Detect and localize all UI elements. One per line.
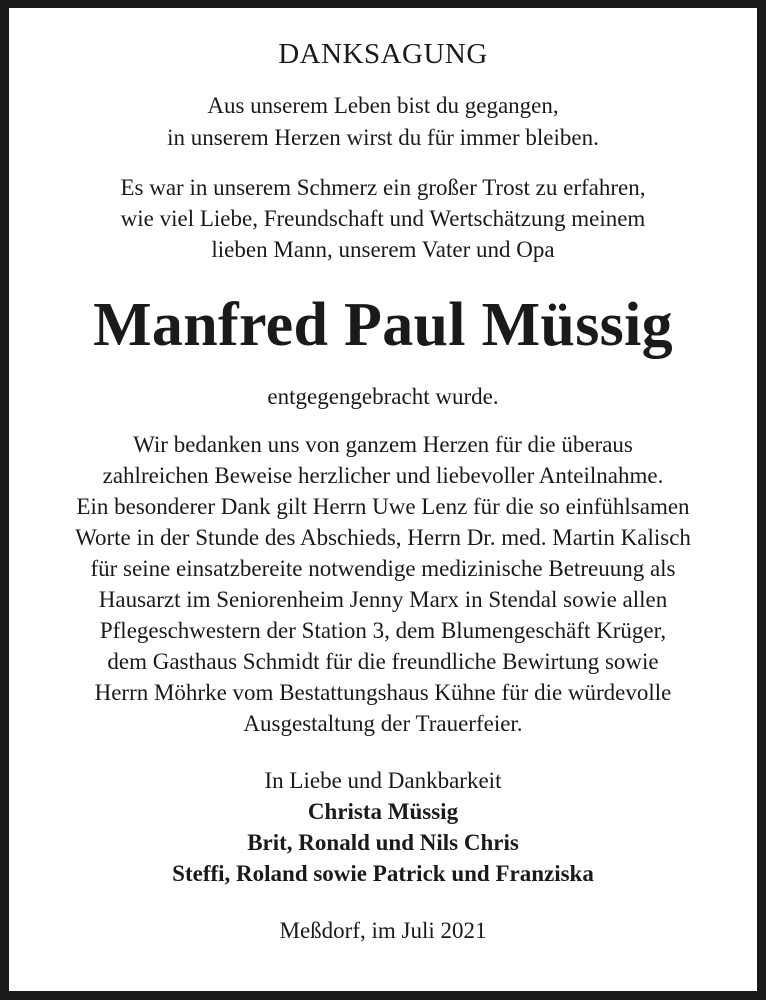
thanks-line: Worte in der Stunde des Abschieds, Herrn Dr. med. Martin Kalisch — [75, 525, 691, 550]
verse-line: Aus unserem Leben bist du gegangen, — [207, 93, 559, 118]
intro-line: wie viel Liebe, Freundschaft und Wertschätzung meinem — [120, 206, 646, 231]
signer-name: Brit, Ronald und Nils Chris — [247, 830, 519, 855]
thanks-line: Ausgestaltung der Trauerfeier. — [243, 711, 523, 736]
intro-line: Es war in unserem Schmerz ein großer Trost zu erfahren, — [120, 175, 646, 200]
deceased-name: Manfred Paul Müssig — [93, 291, 673, 359]
notice-content — [17, 8, 749, 946]
thanks-line: Wir bedanken uns von ganzem Herzen für die überaus — [133, 432, 633, 457]
thanks-line: für seine einsatzbereite notwendige medizinische Betreuung als — [90, 556, 676, 581]
signer-name: Christa Müssig — [307, 799, 459, 824]
closing-phrase: In Liebe und Dankbarkeit — [264, 768, 502, 793]
thanks-line: dem Gasthaus Schmidt für die freundliche Bewirtung sowie — [107, 649, 659, 674]
verse — [17, 90, 749, 154]
notice-title: DANKSAGUNG — [278, 38, 488, 70]
intro-text — [17, 172, 749, 265]
thanks-paragraph — [17, 429, 749, 739]
thanks-line: Ein besonderer Dank gilt Herrn Uwe Lenz für die so einfühlsamen — [76, 494, 690, 519]
intro-line: lieben Mann, unserem Vater und Opa — [211, 237, 555, 262]
after-name-text: entgegengebracht wurde. — [267, 384, 499, 409]
thanks-line: zahlreichen Beweise herzlicher und liebevoller Anteilnahme. — [102, 463, 664, 488]
signer-name: Steffi, Roland sowie Patrick und Franziska — [172, 861, 594, 886]
closing-block — [17, 765, 749, 889]
thanks-line: Pflegeschwestern der Station 3, dem Blumengeschäft Krüger, — [99, 618, 667, 643]
thanks-line: Herrn Möhrke vom Bestattungshaus Kühne für die würdevolle — [94, 680, 672, 705]
place-date: Meßdorf, im Juli 2021 — [279, 918, 487, 943]
thanks-line: Hausarzt im Seniorenheim Jenny Marx in Stendal sowie allen — [98, 587, 668, 612]
verse-line: in unserem Herzen wirst du für immer bleiben. — [167, 125, 599, 150]
